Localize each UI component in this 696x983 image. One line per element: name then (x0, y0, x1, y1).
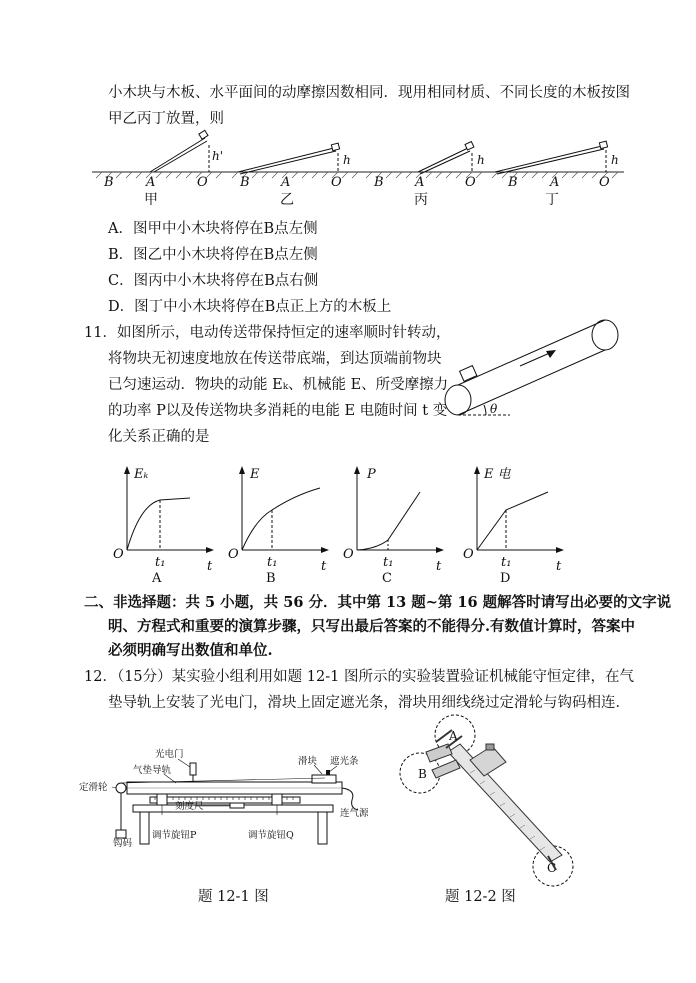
graph-c-ylabel: P (367, 467, 376, 482)
pt-O-3: O (465, 175, 476, 190)
q11-line1: 11．如图所示，电动传送带保持恒定的速率顺时针转动， (84, 325, 451, 341)
graph-a-ylabel: Eₖ (134, 467, 149, 482)
q12-line2: 垫导轨上安装了光电门，滑块上固定遮光条，滑块用细线绕过定滑轮与钩码相连． (108, 695, 630, 711)
h-label-2: h (343, 153, 351, 167)
pt-A-1: A (146, 175, 156, 190)
label-knob-q: 调节旋钮Q (248, 830, 294, 841)
graph-d-origin: O (463, 547, 474, 562)
caption-yi: 乙 (280, 192, 294, 208)
q11-line2: 将物块无初速度地放在传送带底端，到达顶端前物块 (108, 351, 442, 367)
caption-ding: 丁 (545, 192, 559, 208)
graph-d-caption: D (500, 571, 511, 586)
graph-c-origin: O (343, 547, 354, 562)
theta-label: θ (490, 402, 498, 416)
pt-B-1: B (104, 175, 114, 190)
label-slider: 滑块 (298, 756, 318, 767)
label-jaw-a: A (449, 729, 458, 743)
caption-12-2: 题 12-2 图 (445, 889, 516, 905)
section2-line2: 明、方程式和重要的演算步骤，只写出最后答案的不能得分.有数值计算时，答案中 (108, 618, 636, 635)
q11-line3: 已匀速运动．物块的动能 Eₖ、机械能 E、所受摩擦力 (108, 377, 449, 393)
h-label-3: h (477, 153, 485, 167)
q10-line2: 甲乙丙丁放置，则 (108, 111, 224, 127)
q10-option-d: D．图丁中小木块将停在B点正上方的木板上 (108, 299, 392, 315)
graph-c-xlabel: t (436, 559, 442, 574)
label-rod-c: C (547, 861, 557, 875)
graph-d-ylabel: E 电 (484, 467, 511, 482)
graph-b-ylabel: E (250, 467, 260, 482)
pt-A-2: A (281, 175, 291, 190)
label-jaw-b: B (418, 767, 427, 781)
pt-O-4: O (599, 175, 610, 190)
pt-B-2: B (240, 175, 250, 190)
pt-B-4: B (508, 175, 518, 190)
caption-12-1: 题 12-1 图 (198, 889, 269, 905)
q11-line4: 的功率 P以及传送物块多消耗的电能 E 电随时间 t 变 (108, 403, 448, 419)
graph-b-origin: O (228, 547, 239, 562)
q10-option-c: C．图丙中小木块将停在B点右侧 (108, 273, 319, 289)
graph-b-caption: B (266, 571, 276, 586)
caption-bing: 丙 (414, 192, 428, 208)
label-pulley: 定滑轮 (79, 782, 108, 793)
label-air-track: 气垫导轨 (133, 765, 172, 776)
graph-d-t1: t₁ (501, 555, 512, 570)
pt-O-2: O (331, 175, 342, 190)
graph-d-xlabel: t (556, 559, 562, 574)
label-hook-weight: 钩码 (113, 838, 133, 849)
label-shading-strip: 遮光条 (330, 756, 359, 767)
h-label-4: h (611, 153, 619, 167)
graph-b-xlabel: t (321, 559, 327, 574)
section2-line3: 必须明确写出数值和单位. (108, 642, 273, 659)
pt-A-3: A (415, 175, 425, 190)
pt-A-4: A (550, 175, 560, 190)
label-knob-p: 调节旋钮P (152, 830, 197, 841)
h-label-1: h' (212, 149, 224, 163)
label-photogate: 光电门 (155, 749, 184, 760)
graph-a-xlabel: t (207, 559, 213, 574)
q10-option-b: B．图乙中小木块将停在B点左侧 (108, 247, 318, 263)
q12-line1: 12．（15分）某实验小组利用如题 12-1 图所示的实验装置验证机械能守恒定律，在气 (84, 669, 634, 685)
graph-a-origin: O (113, 547, 124, 562)
section2-line1: 二、非选择题：共 5 小题，共 56 分．其中第 13 题~第 16 题解答时请写出必要的文字说 (84, 594, 672, 611)
pt-O-1: O (197, 175, 208, 190)
graph-a-caption: A (152, 571, 162, 586)
q11-line5: 化关系正确的是 (108, 429, 210, 445)
graph-c-t1: t₁ (383, 555, 394, 570)
caption-jia: 甲 (144, 192, 158, 208)
q10-line1: 小木块与木板、水平面间的动摩擦因数相同．现用相同材质、不同长度的木板按图 (108, 85, 630, 101)
graph-c-caption: C (382, 571, 392, 586)
pt-B-3: B (374, 175, 384, 190)
label-air-source: 连气源 (340, 808, 369, 819)
q10-option-a: A．图甲中小木块将停在B点左侧 (108, 221, 318, 237)
label-scale: 刻度尺 (175, 801, 204, 812)
graph-a-t1: t₁ (155, 555, 166, 570)
graph-b-t1: t₁ (267, 555, 278, 570)
